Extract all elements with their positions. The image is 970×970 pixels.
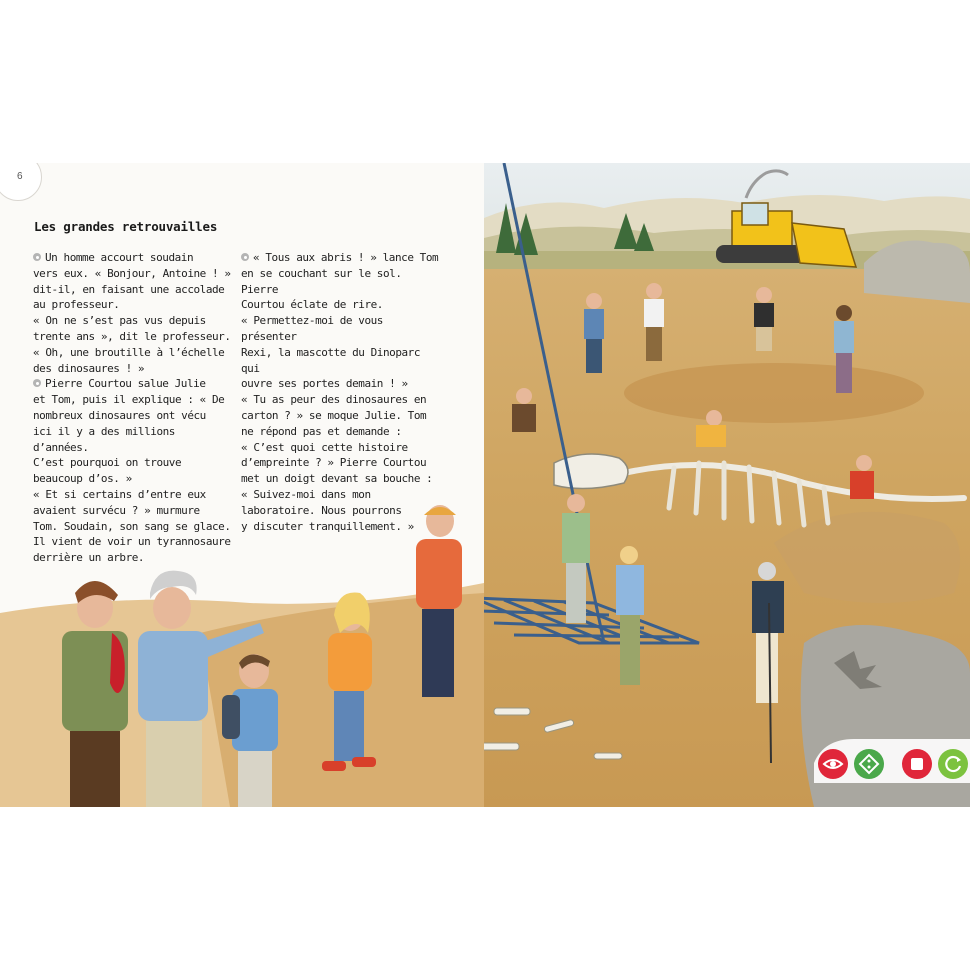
text-line: derrière un arbre. <box>33 551 145 565</box>
text-line: « Suivez-moi dans mon <box>241 487 371 501</box>
text-line: « Tous aux abris ! » lance Tom <box>241 250 441 266</box>
text-line: des dinosaures ! » <box>33 361 145 375</box>
text-line: « C’est quoi cette histoire <box>241 440 408 454</box>
text-line: et Tom, puis il explique : « De <box>33 393 225 407</box>
text-line: en se couchant sur le sol. Pierre <box>241 266 402 296</box>
text-line: laboratoire. Nous pourrons <box>241 503 402 517</box>
page-number: 6 <box>17 171 23 182</box>
text-line: « Oh, une broutille à l’échelle <box>33 345 225 359</box>
text-line: « Permettez-moi de vous présenter <box>241 314 383 343</box>
text-line: ne répond pas et demande : <box>241 424 402 438</box>
text-line: C’est pourquoi on trouve <box>33 456 182 470</box>
text-line: au professeur. <box>33 298 120 312</box>
text-line: « Et si certains d’entre eux <box>33 487 206 501</box>
text-line: nombreux dinosaures ont vécu <box>33 408 206 422</box>
text-line: Il vient de voir un tyrannosaure <box>33 535 231 549</box>
text-line: Tom. Soudain, son sang se glace. <box>33 519 231 533</box>
replay-icon[interactable] <box>938 749 968 779</box>
text-line: Rexi, la mascotte du Dinoparc qui <box>241 345 421 375</box>
diamond-icon[interactable] <box>854 749 884 779</box>
characters-illustration <box>0 163 484 807</box>
text-line: d’empreinte ? » Pierre Courtou <box>241 456 427 470</box>
text-line: y discuter tranquillement. » <box>241 519 414 533</box>
eye-icon[interactable] <box>818 749 848 779</box>
player-controls <box>812 741 970 789</box>
text-line: Un homme accourt soudain <box>33 250 233 266</box>
text-line: ouvre ses portes demain ! » <box>241 377 408 391</box>
stop-icon[interactable] <box>902 749 932 779</box>
text-line: beaucoup d’os. » <box>33 472 132 486</box>
text-line: ici il y a des millions d’années. <box>33 424 175 454</box>
text-line: carton ? » se moque Julie. Tom <box>241 408 427 422</box>
text-line: vers eux. « Bonjour, Antoine ! » <box>33 266 231 280</box>
dig-site-illustration <box>484 163 970 807</box>
text-line: « Tu as peur des dinosaures en <box>241 393 427 407</box>
text-line: « On ne s’est pas vus depuis <box>33 314 206 328</box>
text-line: trente ans », dit le professeur. <box>33 329 231 343</box>
story-title: Les grandes retrouvailles <box>34 219 218 234</box>
text-line: avaient survécu ? » murmure <box>33 503 200 517</box>
text-line: dit-il, en faisant une accolade <box>33 282 225 296</box>
text-line: Courtou éclate de rire. <box>241 298 383 312</box>
book-spread <box>0 163 970 807</box>
text-line: Pierre Courtou salue Julie <box>33 376 233 392</box>
text-line: met un doigt devant sa bouche : <box>241 472 433 486</box>
